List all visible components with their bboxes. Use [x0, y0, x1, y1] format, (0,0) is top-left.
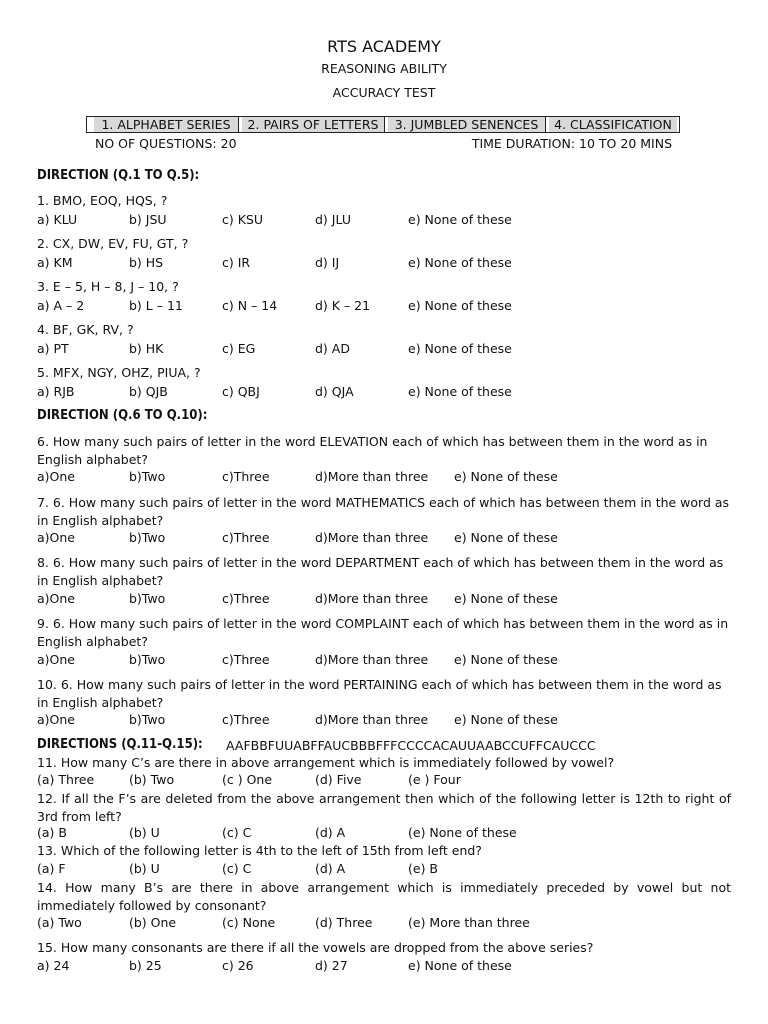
option-d: d) K – 21 — [315, 298, 371, 313]
option-e: (e) More than three — [408, 915, 530, 930]
option-a: (a) Two — [37, 915, 82, 930]
option-d: d)More than three — [315, 652, 429, 667]
option-d: d) IJ — [315, 255, 340, 270]
option-c: (c) None — [222, 915, 276, 930]
option-e: (e ) Four — [408, 772, 461, 787]
option-a: a)One — [37, 591, 75, 606]
option-e: (e) None of these — [408, 825, 517, 840]
option-b: (b) One — [129, 915, 177, 930]
option-d: (d) Three — [315, 915, 373, 930]
question-text: 3. E – 5, H – 8, J – 10, ? — [37, 279, 179, 294]
question-text: 9. 6. How many such pairs of letter in the word COMPLAINT each of which has between them in the word as in English alphabet? — [37, 616, 729, 649]
option-c: c) 26 — [222, 958, 254, 973]
option-d: d)More than three — [315, 712, 429, 727]
option-c: c)Three — [222, 530, 270, 545]
question-text: 1. BMO, EOQ, HQS, ? — [37, 193, 168, 208]
option-b: b)Two — [129, 652, 166, 667]
option-b: b)Two — [129, 591, 166, 606]
option-a: (a) Three — [37, 772, 95, 787]
option-c: c)Three — [222, 712, 270, 727]
option-a: a) KM — [37, 255, 73, 270]
option-a: a) A – 2 — [37, 298, 85, 313]
option-d: (d) A — [315, 861, 346, 876]
option-d: d) JLU — [315, 212, 351, 227]
section-heading: DIRECTIONS (Q.11-Q.15): — [37, 737, 203, 752]
option-a: a)One — [37, 652, 75, 667]
option-b: b)Two — [129, 712, 166, 727]
option-c: (c) C — [222, 825, 252, 840]
question-text: 11. How many C’s are there in above arrangement which is immediately followed by vowel? — [37, 755, 615, 770]
option-d: d) QJA — [315, 384, 354, 399]
option-c: c) QBJ — [222, 384, 260, 399]
option-b: b)Two — [129, 469, 166, 484]
option-b: (b) Two — [129, 772, 175, 787]
option-e: e) None of these — [454, 591, 558, 606]
option-e: e) None of these — [408, 958, 512, 973]
question-text: 15. How many consonants are there if all the vowels are dropped from the above series? — [37, 940, 594, 955]
option-e: e) None of these — [408, 298, 512, 313]
question-text: 4. BF, GK, RV, ? — [37, 322, 134, 337]
question-text: 5. MFX, NGY, OHZ, PIUA, ? — [37, 365, 201, 380]
option-c: c)Three — [222, 469, 270, 484]
topic-pairs-of-letters: 2. PAIRS OF LETTERS — [242, 117, 385, 132]
page-title: RTS ACADEMY — [327, 37, 441, 56]
topic-alphabet-series: 1. ALPHABET SERIES — [94, 117, 239, 132]
option-c: c) N – 14 — [222, 298, 278, 313]
option-b: (b) U — [129, 861, 160, 876]
question-text: 2. CX, DW, EV, FU, GT, ? — [37, 236, 189, 251]
option-c: c) KSU — [222, 212, 264, 227]
section-heading: DIRECTION (Q.1 TO Q.5): — [37, 168, 200, 183]
option-c: c) IR — [222, 255, 251, 270]
option-e: e) None of these — [454, 712, 558, 727]
option-b: (b) U — [129, 825, 160, 840]
option-a: a) KLU — [37, 212, 78, 227]
option-d: d)More than three — [315, 530, 429, 545]
option-b: b)Two — [129, 530, 166, 545]
letter-arrangement: AAFBBFUUABFFAUCBBBFFFCCCCACAUUAABCCUFFCAUCCC — [226, 738, 596, 753]
option-c: c) EG — [222, 341, 256, 356]
subject-subtitle: REASONING ABILITY — [321, 61, 447, 76]
question-text: 6. How many such pairs of letter in the word ELEVATION each of which has between them in the word as in English alphabet? — [37, 434, 708, 467]
option-d: d)More than three — [315, 469, 429, 484]
option-b: b) L – 11 — [129, 298, 183, 313]
question-text: 7. 6. How many such pairs of letter in the word MATHEMATICS each of which has between them in the word as in English alphabet? — [37, 495, 730, 528]
option-b: b) JSU — [129, 212, 167, 227]
option-e: e) None of these — [408, 255, 512, 270]
section-heading: DIRECTION (Q.6 TO Q.10): — [37, 408, 208, 423]
option-b: b) QJB — [129, 384, 168, 399]
option-a: (a) B — [37, 825, 67, 840]
option-d: d) AD — [315, 341, 350, 356]
question-text: 14. How many B’s are there in above arrangement which is immediately preceded by vowel but not immediately followed by consonant? — [37, 880, 731, 913]
option-a: (a) F — [37, 861, 66, 876]
option-b: b) HK — [129, 341, 164, 356]
option-c: (c) C — [222, 861, 252, 876]
question-text: 10. 6. How many such pairs of letter in the word PERTAINING each of which has between them in the word as in English alphabet? — [37, 677, 722, 710]
option-c: c)Three — [222, 591, 270, 606]
option-e: (e) B — [408, 861, 438, 876]
option-e: e) None of these — [454, 469, 558, 484]
topics-box — [86, 116, 680, 133]
option-a: a)One — [37, 469, 75, 484]
option-e: e) None of these — [408, 341, 512, 356]
option-d: (d) A — [315, 825, 346, 840]
option-a: a)One — [37, 530, 75, 545]
option-e: e) None of these — [454, 530, 558, 545]
number-of-questions: NO OF QUESTIONS: 20 — [95, 136, 237, 151]
option-c: (c ) One — [222, 772, 273, 787]
test-name: ACCURACY TEST — [332, 85, 436, 100]
option-b: b) HS — [129, 255, 164, 270]
question-text: 8. 6. How many such pairs of letter in the word DEPARTMENT each of which has between them in the word as in English alphabet? — [37, 555, 724, 588]
topic-jumbled-sentences: 3. JUMBLED SENENCES — [388, 117, 546, 132]
option-c: c)Three — [222, 652, 270, 667]
option-d: (d) Five — [315, 772, 362, 787]
question-text: 13. Which of the following letter is 4th to the left of 15th from left end? — [37, 843, 482, 858]
option-a: a) PT — [37, 341, 69, 356]
option-a: a)One — [37, 712, 75, 727]
option-e: e) None of these — [408, 384, 512, 399]
time-duration: TIME DURATION: 10 TO 20 MINS — [471, 136, 672, 151]
option-d: d) 27 — [315, 958, 348, 973]
option-d: d)More than three — [315, 591, 429, 606]
option-b: b) 25 — [129, 958, 162, 973]
option-e: e) None of these — [454, 652, 558, 667]
question-text: 12. If all the F’s are deleted from the above arrangement then which of the following letter is 12th to right of 3rd from left? — [37, 791, 731, 824]
option-e: e) None of these — [408, 212, 512, 227]
topic-classification: 4. CLASSIFICATION — [549, 117, 677, 132]
option-a: a) RJB — [37, 384, 75, 399]
option-a: a) 24 — [37, 958, 70, 973]
